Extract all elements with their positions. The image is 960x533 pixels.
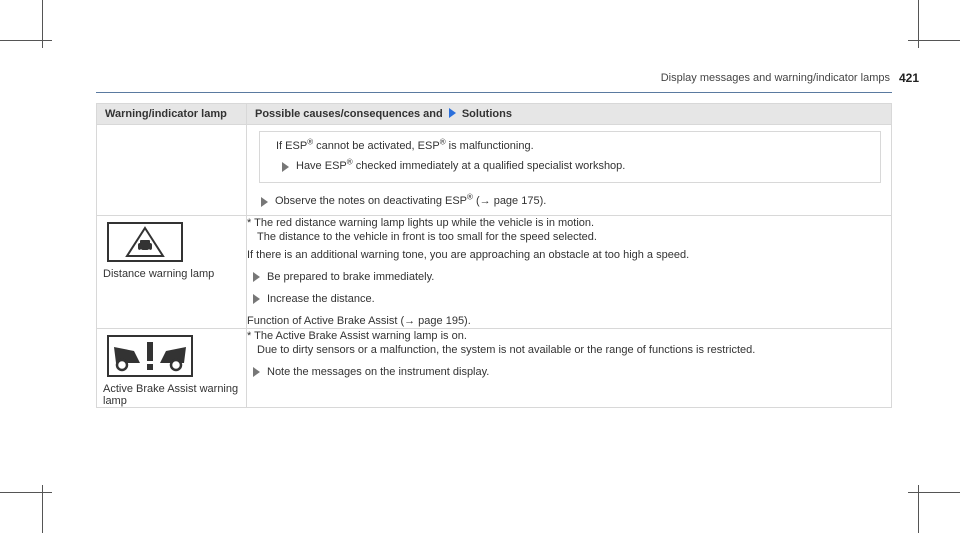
esp-line: If ESP® cannot be activated, ESP® is malfunctioning. (276, 137, 534, 152)
warning-lamp-table (96, 103, 892, 408)
lamp-cell (97, 329, 247, 408)
triangle-bullet-icon (253, 367, 260, 377)
header-rule (96, 92, 892, 93)
crop-mark (908, 40, 960, 41)
description-line: Due to dirty sensors or a malfunction, the system is not available or the range of functions is restricted. (257, 344, 756, 356)
triangle-bullet-icon (282, 162, 289, 172)
list-item: Be prepared to brake immediately. (247, 270, 891, 284)
causes-cell (247, 125, 892, 216)
list-item: Observe the notes on deactivating ESP® (→ page 175). (255, 195, 891, 207)
lamp-label: Active Brake Assist warning lamp (103, 383, 239, 407)
table-row (97, 125, 892, 216)
lamp-cell (97, 216, 247, 329)
table-row (97, 216, 892, 329)
page-number: 421 (898, 71, 919, 85)
cross-reference[interactable]: Function of Active Brake Assist (→ page 195). (247, 315, 471, 327)
triangle-bullet-icon (253, 294, 260, 304)
list-item: Increase the distance. (247, 292, 891, 306)
triangle-bullet-icon (261, 197, 268, 207)
description-line: * The Active Brake Assist warning lamp is on. (247, 330, 467, 342)
table-row (97, 329, 892, 408)
description-line: The distance to the vehicle in front is too small for the speed selected. (257, 231, 597, 243)
list-item: Have ESP® checked immediately at a qualified specialist workshop. (276, 160, 872, 172)
lamp-label: Distance warning lamp (103, 268, 215, 280)
crop-mark (0, 40, 52, 41)
causes-cell (247, 329, 892, 408)
esp-note-box (259, 131, 881, 183)
collision-exclamation-icon (107, 335, 193, 377)
lamp-cell-empty (97, 125, 247, 216)
col-header-lamp: Warning/indicator lamp (97, 104, 247, 125)
col-header-causes: Possible causes/consequences and Solutions (247, 104, 892, 125)
table-header-row (97, 104, 892, 125)
crop-mark (0, 492, 52, 493)
list-item: Note the messages on the instrument display. (247, 365, 891, 379)
crop-mark (908, 492, 960, 493)
triangle-bullet-icon (253, 272, 260, 282)
causes-cell (247, 216, 892, 329)
running-head: Display messages and warning/indicator lamps (660, 72, 890, 84)
description-line: If there is an additional warning tone, you are approaching an obstacle at too high a speed. (247, 249, 690, 261)
distance-warning-triangle-car-icon (107, 222, 183, 262)
blue-arrow-icon (449, 108, 456, 118)
description-line: * The red distance warning lamp lights up while the vehicle is in motion. (247, 217, 595, 229)
